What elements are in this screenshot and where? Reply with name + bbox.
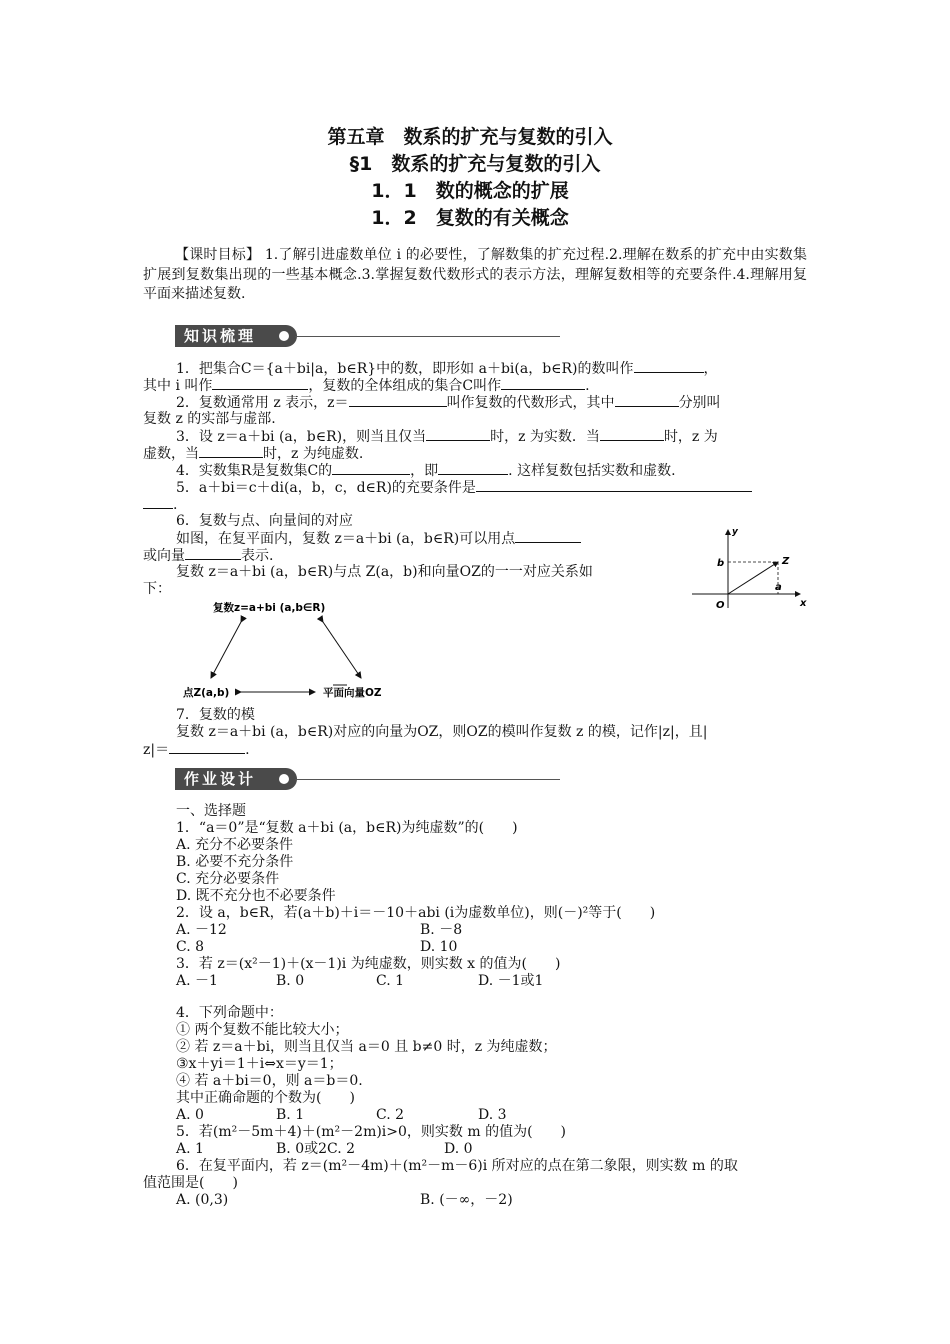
banner-label: 知识梳理 <box>175 325 297 347</box>
q3-option-d: D. －1或1 <box>478 973 544 989</box>
subsection-title-1: 1．1 数的概念的扩展 <box>371 180 569 202</box>
q2-option-c: C. 8 <box>176 939 205 955</box>
question-5: 5．若(m²－5m＋4)＋(m²－2m)i>0，则实数 m 的值为( ) <box>176 1124 567 1140</box>
subsection-title-2: 1．2 复数的有关概念 <box>371 207 569 229</box>
q6-option-b: B. (－∞，－2) <box>420 1192 513 1208</box>
banner-dot-icon <box>279 331 289 341</box>
triangle-left-label: 点Z(a,b) <box>183 687 230 699</box>
banner-dot-icon <box>279 774 289 784</box>
knowledge-item-7: 7．复数的模 <box>176 707 255 723</box>
knowledge-item-7-line2: 复数 z＝a＋bi (a，b∈R)对应的向量为OZ，则OZ的模叫作复数 z 的模，记作|z|，且| <box>176 724 708 740</box>
homework-banner <box>175 768 560 790</box>
arrow-left <box>211 622 241 678</box>
knowledge-item-2: 2．复数通常用 z 表示，z＝ 叫作复数的代数形式，其中 分别叫 <box>176 395 721 411</box>
banner-rule <box>295 779 560 780</box>
q4-prompt: 其中正确命题的个数为( ) <box>176 1090 355 1106</box>
question-3: 3．若 z＝(x²－1)＋(x－1)i 为纯虚数，则实数 x 的值为( ) <box>176 956 561 972</box>
question-6: 6．在复平面内，若 z＝(m²－4m)＋(m²－m－6)i 所对应的点在第二象限，则实数 m 的取 <box>176 1158 738 1174</box>
q6-option-a: A. (0,3) <box>176 1192 229 1208</box>
x-axis-label: x <box>800 598 807 609</box>
q4-statement-2: ② 若 z＝a＋bi，则当且仅当 a＝0 且 b≠0 时，z 为纯虚数； <box>176 1039 557 1055</box>
knowledge-item-6-line3: 或向量 表示. <box>143 548 274 564</box>
q4-option-c: C. 2 <box>376 1107 405 1123</box>
knowledge-item-6: 6．复数与点、向量间的对应 <box>176 513 353 529</box>
q2-option-a: A. －12 <box>176 922 227 938</box>
q1-option-c: C. 充分必要条件 <box>176 871 280 887</box>
q1-option-b: B. 必要不充分条件 <box>176 854 294 870</box>
y-axis-label: y <box>732 527 738 537</box>
triangle-top-label: 复数z=a+bi (a,b∈R) <box>213 602 326 614</box>
knowledge-item-1: 1．把集合C＝{a＋bi|a，b∈R}中的数，即形如 a＋bi(a，b∈R)的数叫作 ， <box>176 361 718 377</box>
q2-option-d: D. 10 <box>420 939 458 955</box>
title-block <box>0 124 950 232</box>
knowledge-item-1-cont: 其中 i 叫作 ，复数的全体组成的集合C叫作 . <box>143 378 590 394</box>
q4-option-d: D. 3 <box>478 1107 507 1123</box>
knowledge-item-3: 3．设 z＝a＋bi (a，b∈R)，则当且仅当 时，z 为实数．当 时，z 为 <box>176 429 718 445</box>
q4-option-b: B. 1 <box>276 1107 305 1123</box>
section-heading: 一、选择题 <box>176 803 246 819</box>
arrow-right <box>323 622 361 678</box>
knowledge-item-6-line4: 复数 z＝a＋bi (a，b∈R)与点 Z(a，b)和向量OZ的一一对应关系如 <box>176 564 593 580</box>
knowledge-item-3-cont: 虚数，当 时，z 为纯虚数. <box>143 446 364 462</box>
q2-option-b: B. －8 <box>420 922 463 938</box>
z-label: Z <box>782 556 790 567</box>
correspondence-diagram <box>175 598 415 702</box>
knowledge-item-2-cont: 复数 z 的实部与虚部. <box>143 411 276 427</box>
q3-option-b: B. 0 <box>276 973 305 989</box>
q4-option-a: A. 0 <box>176 1107 204 1123</box>
knowledge-item-7-line3: z|＝ . <box>143 742 250 758</box>
complex-plane-figure <box>688 520 810 612</box>
a-label: a <box>775 582 782 593</box>
section-title: §1 数系的扩充与复数的引入 <box>349 153 601 175</box>
q1-option-d: D. 既不充分也不必要条件 <box>176 888 336 904</box>
q5-option-bc: B. 0或2C. 2 <box>276 1141 356 1157</box>
knowledge-item-5: 5．a＋bi＝c＋di(a，b，c，d∈R)的充要条件是 <box>176 479 752 497</box>
q5-option-a: A. 1 <box>176 1141 204 1157</box>
q3-option-c: C. 1 <box>376 973 405 989</box>
q5-option-d: D. 0 <box>444 1141 473 1157</box>
triangle-right-label: 平面向量OZ <box>323 687 382 699</box>
origin-label: O <box>716 600 725 611</box>
q4-statement-4: ④ 若 a＋bi＝0，则 a＝b＝0. <box>176 1073 363 1089</box>
q4-statement-3: ③x＋yi＝1＋i⇔x＝y＝1； <box>176 1056 343 1072</box>
question-4: 4．下列命题中： <box>176 1005 283 1021</box>
knowledge-item-5-cont: . <box>143 496 177 514</box>
question-2: 2．设 a，b∈R，若(a＋b)＋i＝－10＋abi (i为虚数单位)，则(－)²等于( ) <box>176 905 656 921</box>
knowledge-banner <box>175 325 560 347</box>
lesson-goal: 【课时目标】 1.了解引进虚数单位 i 的必要性，了解数集的扩充过程.2.理解在数系的扩充中由实数集扩展到复数集出现的一些基本概念.3.掌握复数代数形式的表示方法，理解复数相等的充要条件.4.理解用复平面来描述复数. <box>143 247 807 302</box>
q1-option-a: A. 充分不必要条件 <box>176 837 294 853</box>
chapter-title: 第五章 数系的扩充与复数的引入 <box>327 126 613 148</box>
banner-label: 作业设计 <box>175 768 297 790</box>
q3-option-a: A. －1 <box>176 973 218 989</box>
question-6-cont: 值范围是( ) <box>143 1175 238 1191</box>
vector-oz <box>728 562 778 594</box>
b-label: b <box>717 558 725 569</box>
knowledge-item-6-line5: 下： <box>143 581 171 597</box>
q4-statement-1: ① 两个复数不能比较大小； <box>176 1022 349 1038</box>
banner-rule <box>295 336 560 337</box>
question-1: 1．“a＝0”是“复数 a＋bi (a，b∈R)为纯虚数”的( ) <box>176 820 518 836</box>
knowledge-item-6-line2: 如图，在复平面内，复数 z＝a＋bi (a，b∈R)可以用点 <box>176 530 581 548</box>
knowledge-item-4: 4．实数集R是复数集C的 ，即 . 这样复数包括实数和虚数. <box>176 463 676 479</box>
